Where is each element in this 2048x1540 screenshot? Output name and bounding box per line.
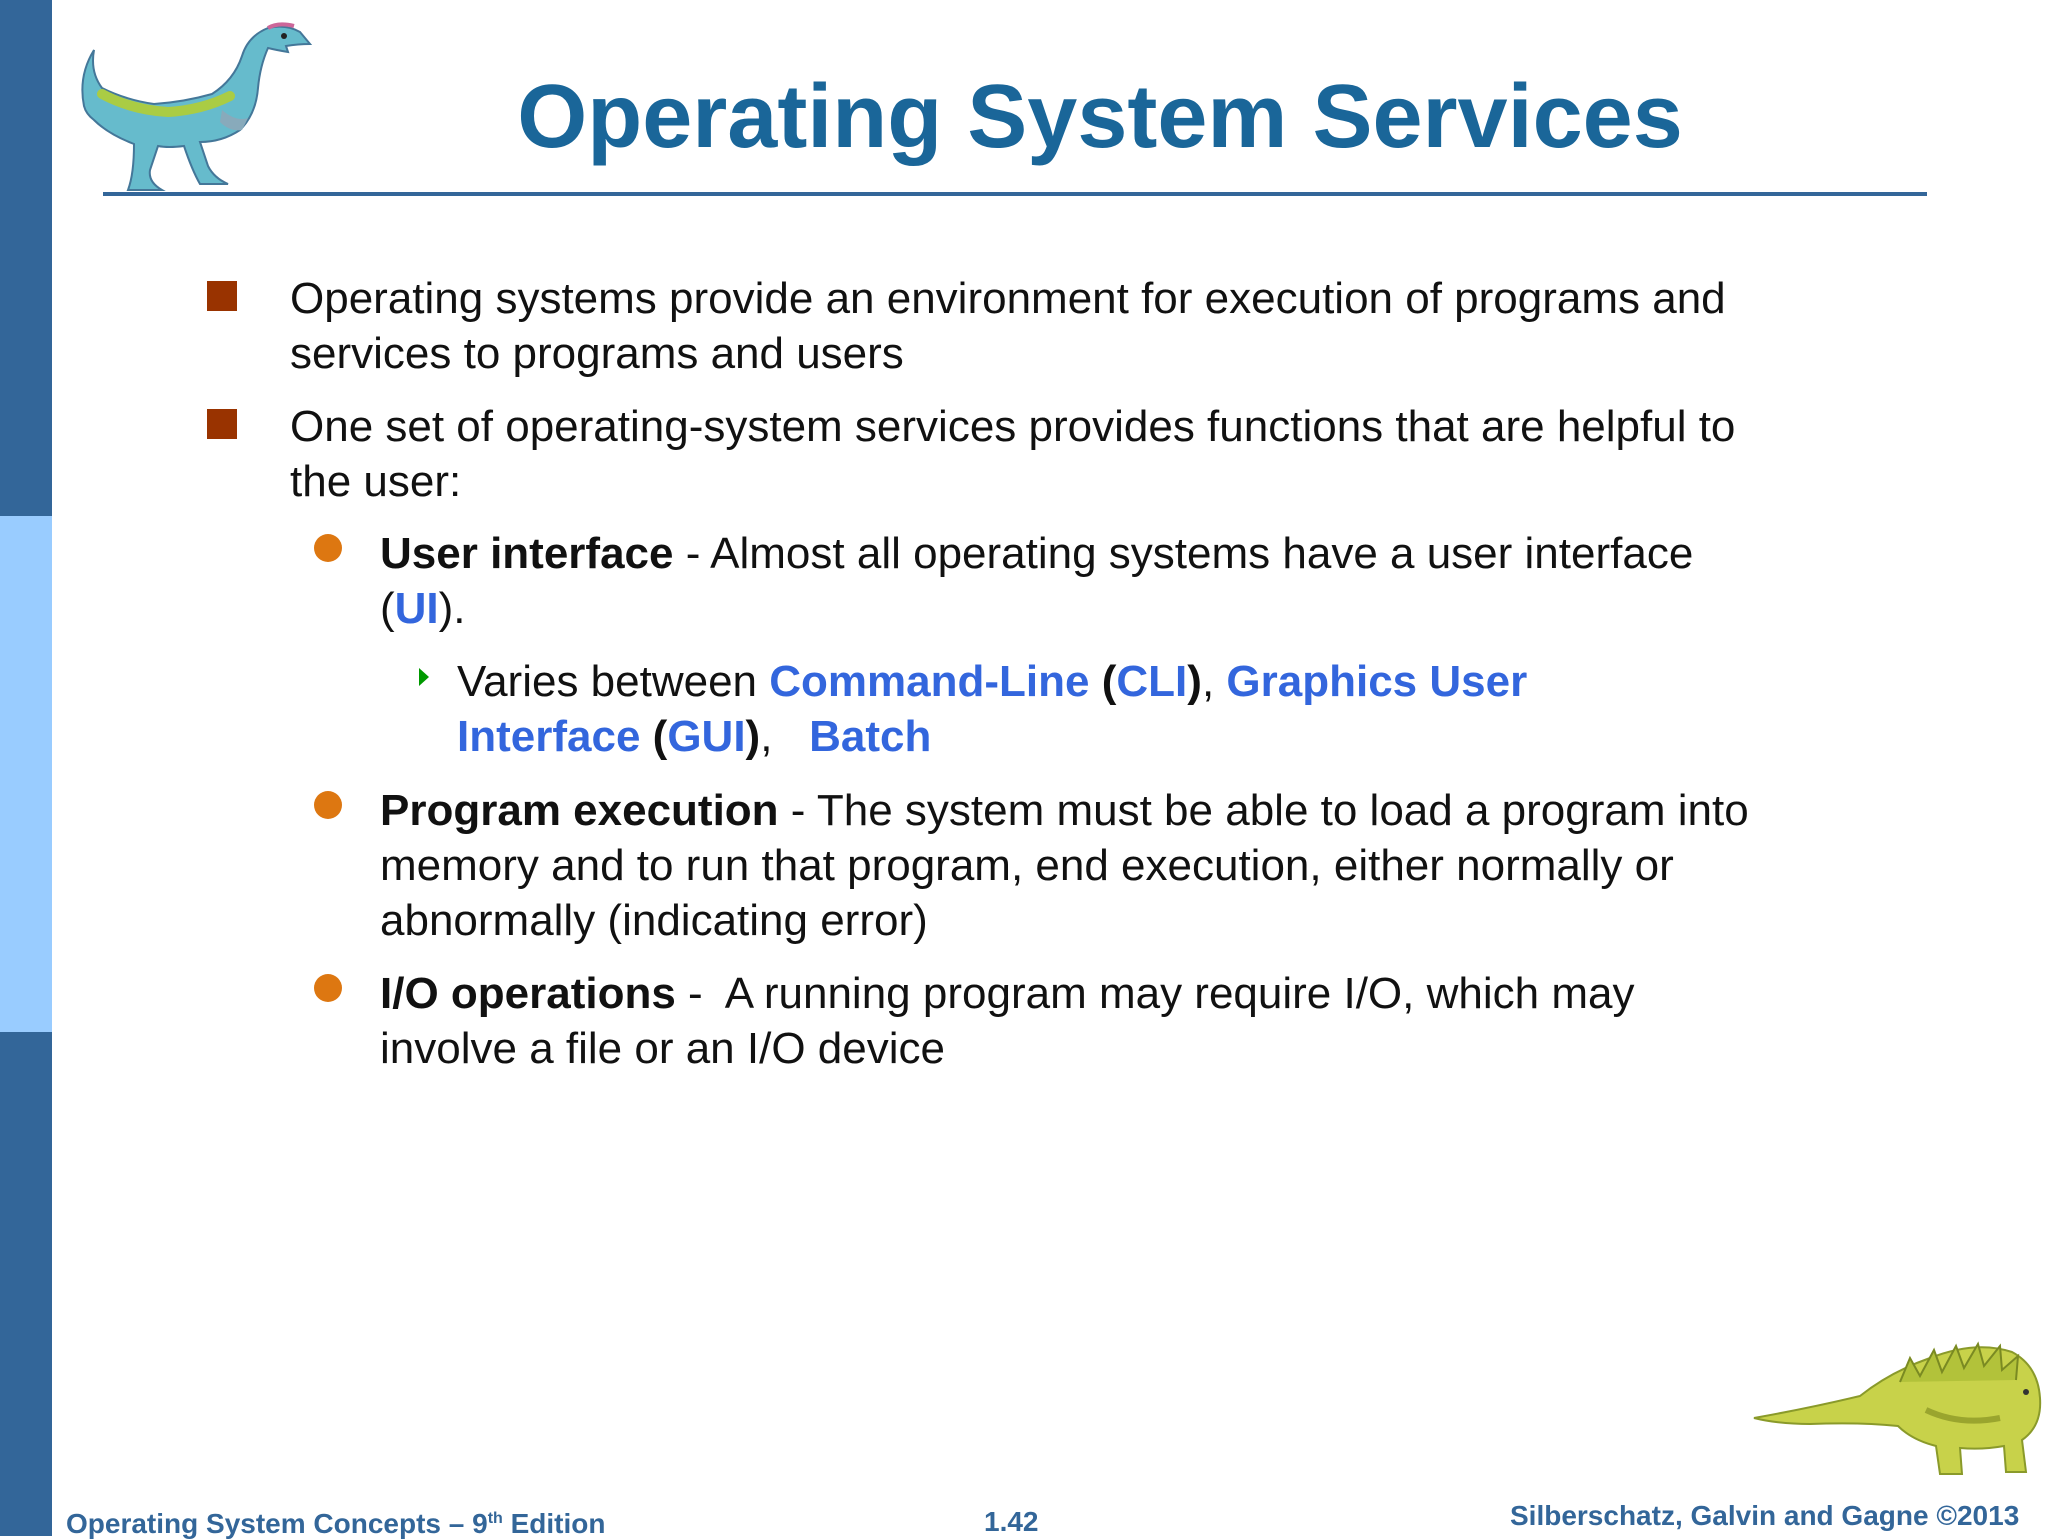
footer-edition-sup: th xyxy=(487,1510,503,1527)
dinosaur-top-left-icon xyxy=(72,14,322,194)
sub-bullet-text-end: ). xyxy=(438,584,466,633)
sidebar-band-middle xyxy=(0,516,52,1032)
separator-comma: , xyxy=(1201,657,1227,706)
square-bullet-icon xyxy=(207,409,237,439)
paren-close: ) xyxy=(1187,657,1202,706)
title-underline xyxy=(103,192,1927,196)
sidebar-band-top xyxy=(0,0,52,516)
term-command-line: Command-Line xyxy=(769,657,1090,706)
paren-open: ( xyxy=(640,712,668,761)
bullet-text: Operating systems provide an environment for execution of programs and services to programs and users xyxy=(290,274,1726,378)
term-batch: Batch xyxy=(809,712,932,761)
circle-bullet-icon xyxy=(314,791,342,819)
sub-bullet-term: I/O operations xyxy=(380,969,676,1018)
sub-bullet-text: - Almost all operating systems have a user interface ( xyxy=(380,529,1694,633)
sub-bullet-text: - A running program may require I/O, which may involve a file or an I/O device xyxy=(380,969,1647,1073)
left-sidebar-band xyxy=(0,0,52,1536)
abbr-gui: GUI xyxy=(667,712,746,761)
page-number: 1.42 xyxy=(984,1506,1039,1537)
slide-title: Operating System Services xyxy=(517,67,1683,167)
sub-bullet-item xyxy=(380,783,1750,948)
third-level-prefix: Varies between xyxy=(457,657,770,706)
circle-bullet-icon xyxy=(314,974,342,1002)
sidebar-band-bottom xyxy=(0,1032,52,1536)
circle-bullet-icon xyxy=(314,534,342,562)
footer-authors: Silberschatz, Galvin and Gagne ©2013 xyxy=(1510,1500,2020,1531)
sub-bullet-item xyxy=(380,966,1750,1076)
dinosaur-bottom-right-icon xyxy=(1750,1322,2048,1492)
term-graphics-user-interface: Graphics User Interface xyxy=(457,657,1528,761)
sub-bullet-text: - The system must be able to load a program into memory and to run that program, end execution, either normally or abnormally (indicating error) xyxy=(380,786,1749,945)
abbr-cli: CLI xyxy=(1116,657,1188,706)
paren-close: ) xyxy=(745,712,761,761)
square-bullet-icon xyxy=(207,281,237,311)
sub-bullet-item xyxy=(380,526,1750,636)
footer-book-name: Operating System Concepts – 9 xyxy=(66,1508,488,1539)
arrow-bullet-icon xyxy=(419,668,429,686)
third-level-item xyxy=(457,654,1657,764)
paren-open: ( xyxy=(1089,657,1117,706)
sub-bullet-term: Program execution xyxy=(380,786,779,835)
bullet-text: One set of operating-system services provides functions that are helpful to the user: xyxy=(290,402,1736,506)
bullet-item xyxy=(290,271,1750,381)
footer-edition-word: Edition xyxy=(502,1508,606,1539)
footer-book-title xyxy=(66,1508,605,1540)
bullet-item xyxy=(290,399,1750,509)
sub-bullet-term: User interface xyxy=(380,529,674,578)
abbr-ui: UI xyxy=(394,584,439,633)
separator-comma: , xyxy=(760,712,810,761)
